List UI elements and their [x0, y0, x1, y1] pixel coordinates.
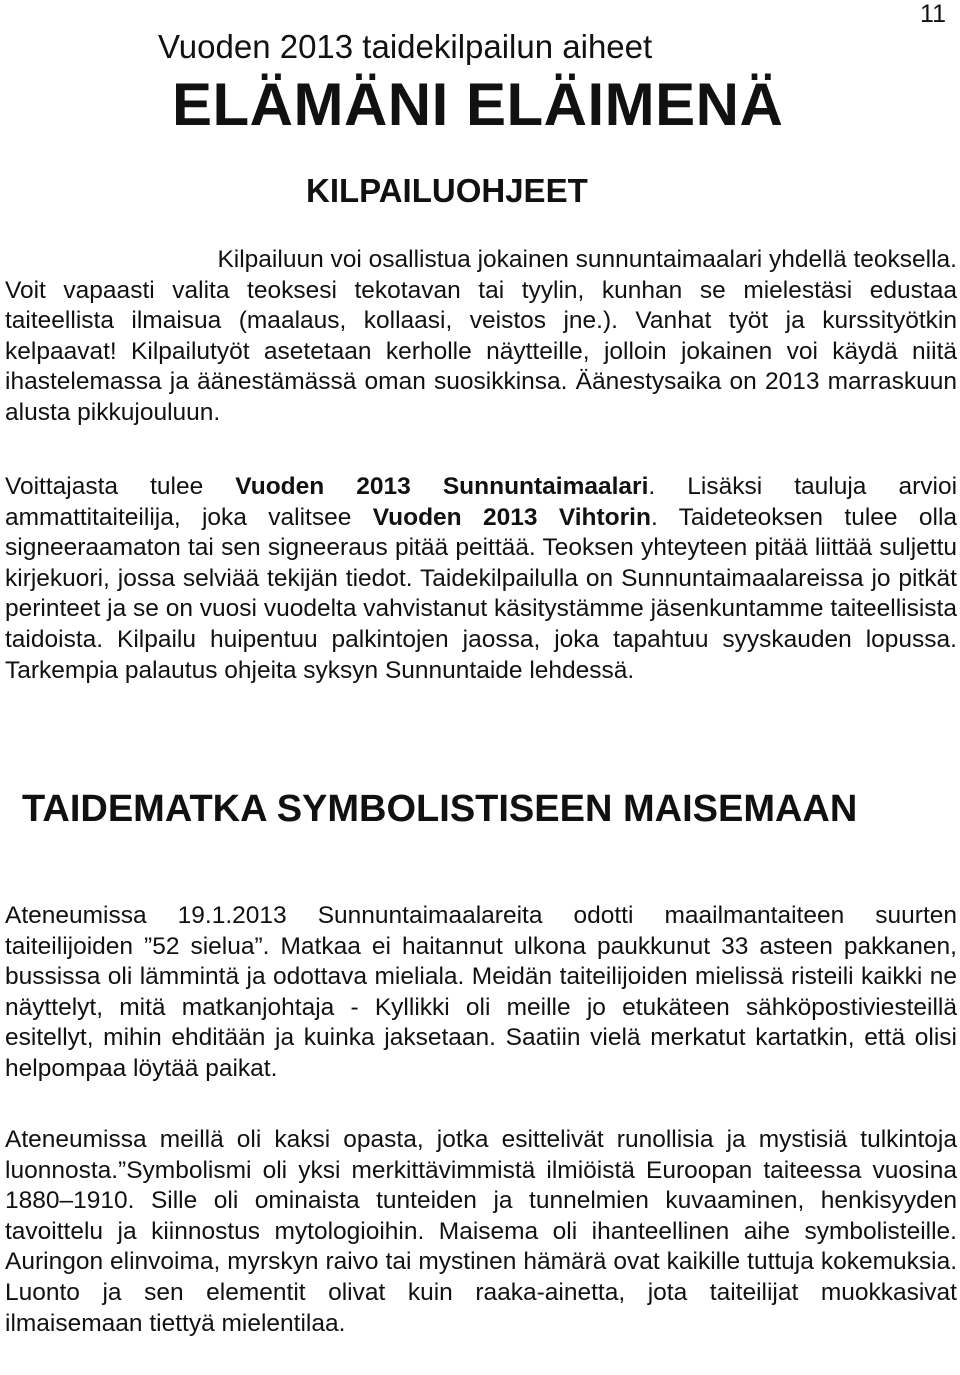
trip-paragraph-2: Ateneumissa meillä oli kaksi opasta, jotka esittelivät runollisia ja mystisiä tulkintoja luonnosta.”Symbolismi oli yksi merkittävimmistä ilmiöistä Euroopan taiteessa vuosina 1880–1910. Sille oli ominaista tunteiden ja tunnelmien kuvaaminen, henkisyyden tavoittelu ja kiinnostus mytologioihin. Maisema oli ihanteellinen aihe symbolisteille. Auringon elinvoima, myrskyn raivo tai mystinen hämärä ovat kaikille tuttuja kokemuksia. Luonto ja sen elementit olivat kuin raaka-ainetta, jota taiteilijat muokkasivat ilmaisemaan tiettyä mielentilaa.	[5, 1126, 957, 1337]
article-title: ELÄMÄNI ELÄIMENÄ	[172, 71, 784, 138]
rules-heading: KILPAILUOHJEET	[306, 172, 588, 209]
rules-paragraph-1	[5, 245, 957, 429]
page-number: 11	[920, 0, 946, 28]
rules-paragraph-1-body: Voit vapaasti valita teoksesi tekotavan tai tyylin, kunhan se mielestäsi edustaa taiteellista ilmaisua (maalaus, kollaasi, veistos jne.). Vanhat työt ja kurssityötkin kelpaavat! Kilpailutyöt asetetaan kerholle näytteille, jolloin jokainen voi käydä niitä ihastelemassa ja äänestämässä oman suosikkinsa. Äänestysaika on 2013 marraskuun alusta pikkujouluun.	[5, 276, 957, 426]
award-vihtori: Vuoden 2013 Vihtorin	[372, 503, 651, 531]
trip-heading: TAIDEMATKA SYMBOLISTISEEN MAISEMAAN	[22, 788, 858, 830]
trip-paragraph-1: Ateneumissa 19.1.2013 Sunnuntaimaalareita odotti maailmantaiteen suurten taiteilijoiden ”52 sielua”. Matkaa ei haitannut ulkona paukkunut 33 asteen pakkanen, bussissa oli lämmintä ja odottava mieliala. Meidän taiteilijoiden mielissä risteili kaikki ne näyttelyt, mitä matkanjohtaja - Kyllikki oli meille jo etukäteen sähköpostiviesteillä esitellyt, mihin ehditään ja kuinka jaksetaan. Saatiin vielä merkatut kartatkin, että olisi helpompaa löytää paikat.	[5, 902, 957, 1082]
rules-paragraph-2-text-c: . Lisäksi tauluja arvioi ammattitaiteilija, joka valitsee	[5, 473, 958, 531]
award-sunnuntaimaalari: Vuoden 2013 Sunnuntaimaalari	[235, 473, 649, 500]
article-kicker: Vuoden 2013 taidekilpailun aiheet	[158, 28, 653, 65]
rules-paragraph-2-text-a: Voittajasta tulee	[5, 473, 236, 500]
rules-paragraph-2-text-d: . Taideteoksen tulee olla signeeraamaton tai sen signeeraus pitää peittää. Teoksen yhteyteen pitää liittää suljettu kirjekuori, jossa selviää tekijän tiedot. Taidekilpailulla on Sunnuntaimaalareissa jo pitkät perinteet ja se on vuosi vuodelta vahvistanut käsitystämme jäsenkuntamme taiteellisista taidoista. Kilpailu huipentuu palkintojen jaossa, joka tapahtuu syyskauden lopussa. Tarkempia palautus ohjeita syksyn Sunnuntaide lehdessä.	[5, 503, 958, 684]
rules-paragraph-1-first-line: Kilpailuun voi osallistua jokainen sunnuntaimaalari yhdellä teoksella.	[217, 246, 957, 273]
rules-paragraph-2	[5, 472, 957, 686]
